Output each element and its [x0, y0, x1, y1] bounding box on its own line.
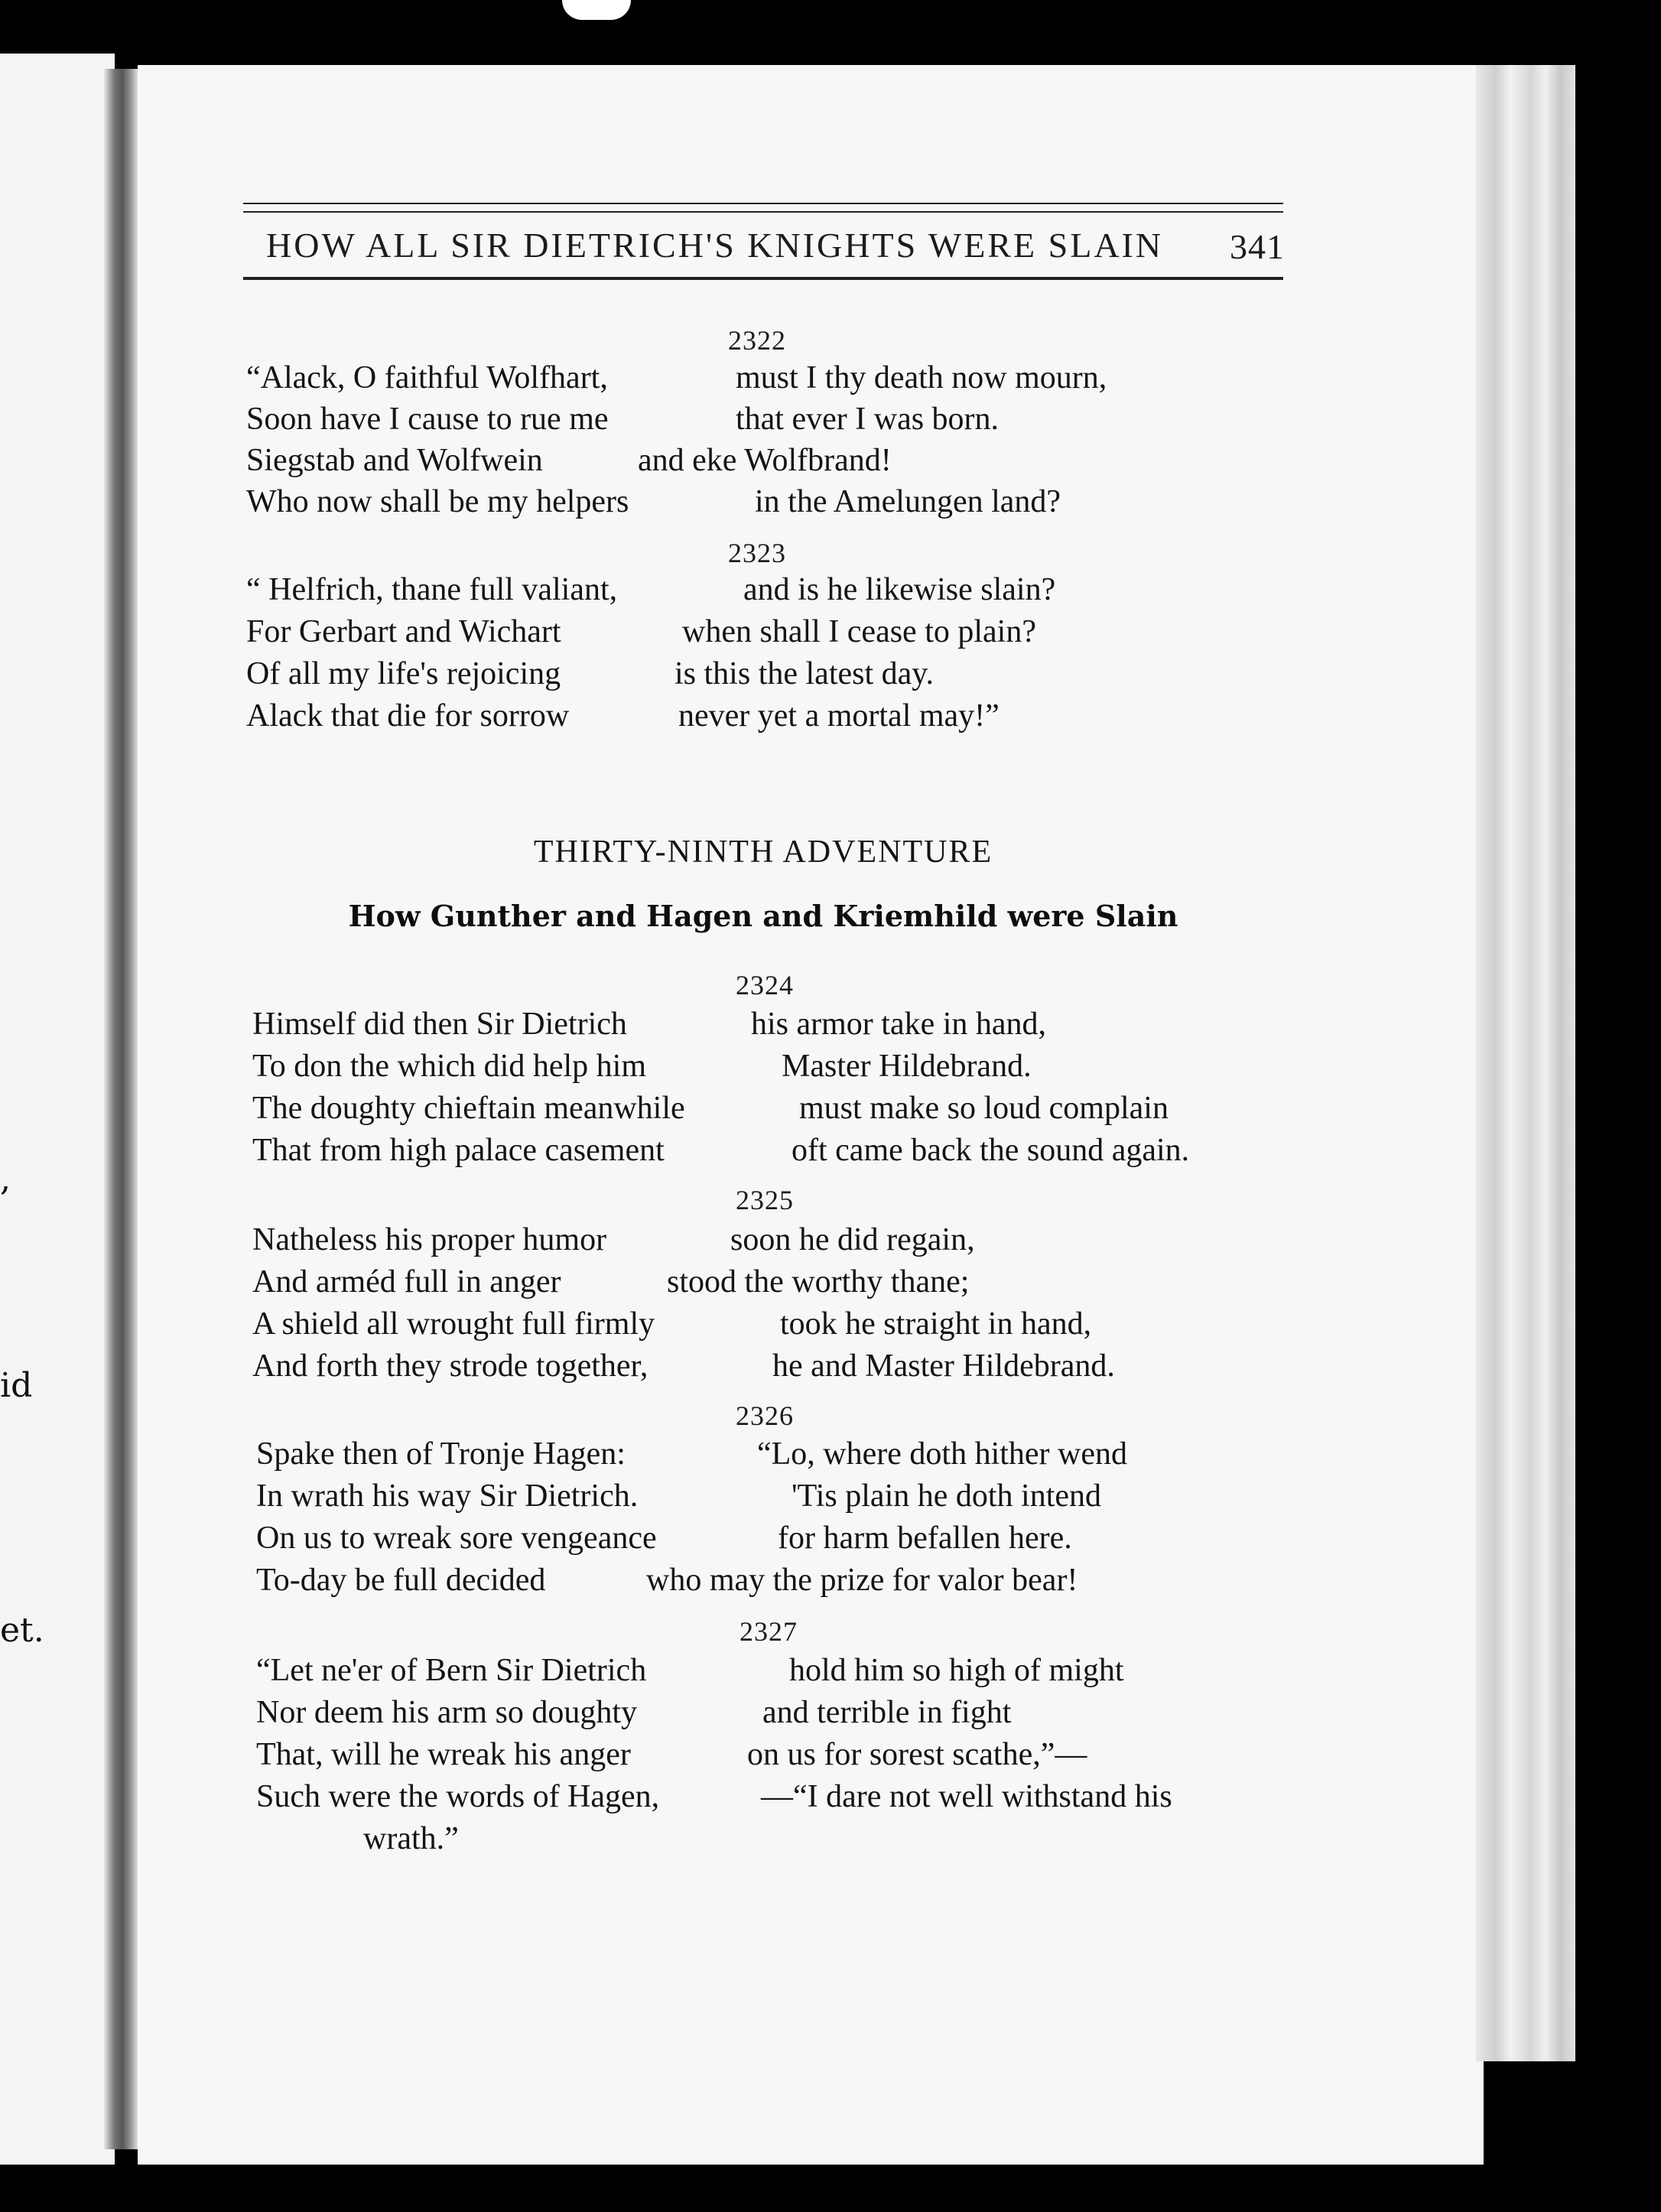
verse-line-continuation: wrath.” — [363, 1821, 459, 1856]
stanza-number: 2322 — [728, 325, 786, 356]
page-stack-edge — [1476, 65, 1575, 2061]
stanza-number: 2325 — [736, 1185, 794, 1215]
page-number: 341 — [1230, 227, 1285, 266]
header-rule-top-2 — [243, 211, 1283, 213]
running-head: HOW ALL SIR DIETRICH'S KNIGHTS WERE SLAIN — [266, 226, 1164, 265]
header-rule-bottom — [243, 277, 1283, 280]
stanza-number: 2326 — [736, 1400, 794, 1431]
stanza-number: 2323 — [728, 538, 786, 568]
left-page-fragment: , — [0, 1160, 11, 1199]
scanned-book-spread: , id et. HOW ALL SIR DIETRICH'S KNIGHTS WERE SLAIN 341 2322 “Alack, O faithful Wolfhart, must I thy death now mourn, Soon have I cause to rue me that ever I was born. Siegstab and Wolfwein and eke Wolfbrand! Who now shall be my helpers in the Amelungen land? 2323 “ Helfrich, thane full valiant, and is he likewise slain? For Gerbart and Wichart when shall I cease to plain? Of all my life's rejoicing is this the latest day. Alack that die for sorrow never yet a mortal may!” THIRTY-NINTH ADVENTURE How Gunther and Hagen and Kriemhild were Slain 2324 Himself did then Sir Dietrich his armor take in hand, To don the which did help him Master Hildebrand. The doughty chieftain meanwhile must make so loud complain That from high palace casement oft came back the sound again. 2325 Natheless his proper humor soon he did regain, And arméd full in anger stood the worthy thane; A shield all wrought full firmly took he straight in hand, And forth they strode together, he and Master Hildebrand. 2326 Spake then of Tronje Hagen: “Lo, where doth hither wend In wrath his way Sir Dietrich. 'Tis plain he doth intend On us to wreak sore vengeance for harm befallen here. To-day be full decided who may the prize for valor bear! 2327 “Let ne'er of Bern Sir Dietrich hold him so high of might Nor deem his arm so doughty and terrible in fight That, will he wreak his anger on us for sorest scathe,”— Such were the words of Hagen, —“I dare not well withstand his wrath.” — [0, 0, 1661, 2212]
left-page-fragment: id — [0, 1366, 33, 1405]
left-page-edge — [0, 54, 115, 2165]
header-rule-top — [243, 203, 1283, 204]
chapter-subtitle: How Gunther and Hagen and Kriemhild were Slain — [348, 899, 1178, 933]
stanza-number: 2327 — [739, 1616, 798, 1647]
book-gutter — [104, 69, 138, 2149]
stanza-number: 2324 — [736, 970, 794, 1000]
left-page-fragment: et. — [0, 1611, 44, 1650]
scan-artifact — [562, 0, 631, 20]
chapter-title: THIRTY-NINTH ADVENTURE — [533, 834, 993, 870]
